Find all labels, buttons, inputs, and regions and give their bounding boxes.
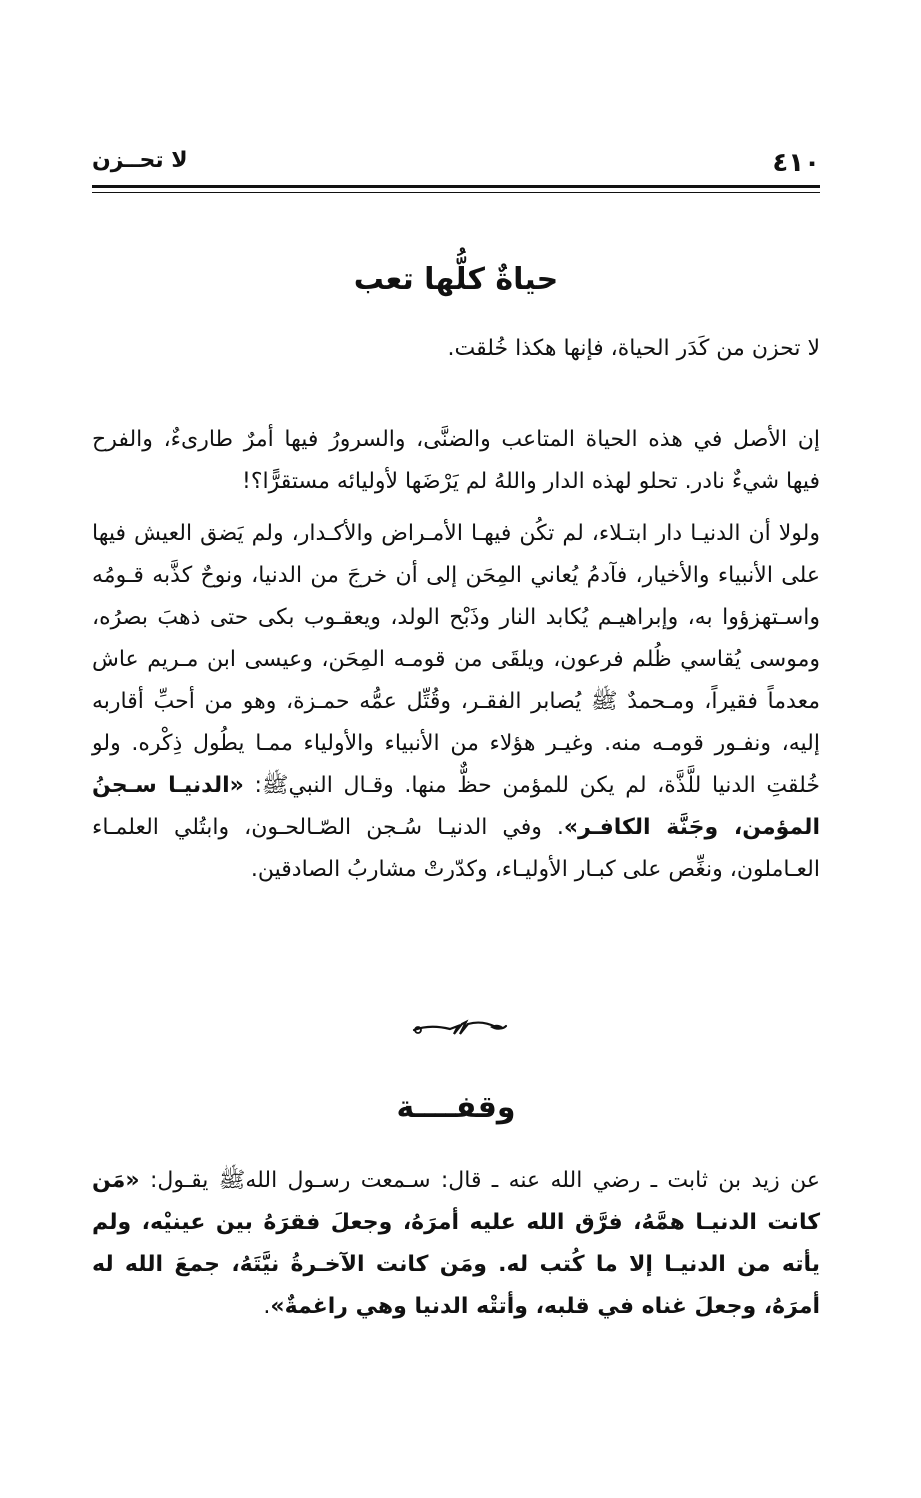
paragraph-3-end: . وفي الدنيـا سُـجن الصّـالحـون، وابتُلي العلمـاء العـاملون، ونغِّص على كبـار الأوليـاء، وكدّرتْ مشاربُ الصادقين.: [92, 815, 820, 882]
paragraph-3-text: ولولا أن الدنيـا دار ابتـلاء، لم تكُن فيهـا الأمـراض والأكـدار، ولم يَضق العيش فيها على الأنبياء والأخيار، فآدمُ يُعاني المِحَن إلى أن خرجَ من الدنيا، ونوحٌ كذَّبه قـومُه واسـتهزؤوا به، وإبراهيـم يُكابد النار وذَبْح الولد، ويعقـوب بكى حتى ذهبَ بصرُه، وموسى يُقاسي ظُلم فرعون، ويلقَى من قومـه المِحَن، وعيسى ابن مـريم عاش معدماً فقيراً، ومـحمدٌ ﷺ يُصابر الفقـر، وقُتِّل عمُّه حمـزة، وهو من أحبِّ أقاربه إليه، ونفـور قومـه منه. وغيـر هؤلاء من الأنبياء والأولياء ممـا يطُول ذِكْره. ولو خُلقتِ الدنيا للَّذَّة، لم يكن للمؤمن حظٌّ منها. وقـال النبيﷺ:: [92, 521, 820, 798]
section-title-2: وقفــــة: [396, 1090, 516, 1125]
paragraph-4-end: .: [263, 1294, 271, 1319]
page-header: [92, 148, 820, 180]
header-rule-thin: [92, 192, 820, 193]
section-title: حياةٌ كلُّها تعب: [353, 262, 559, 297]
header-rule-thick: [92, 185, 820, 188]
paragraph-3: [92, 513, 820, 891]
hadith-quote-2: «مَن كانت الدنيـا همَّهُ، فرَّق الله عليه أمرَهُ، وجعلَ فقرَهُ بين عينيْه، ولم يأته من الدنيـا إلا ما كُتب له. ومَن كانت الآخـرةُ نيَّتَهُ، جمعَ الله له أمرَهُ، وجعلَ غناه في قلبه، وأتتْه الدنيا وهي راغمةٌ»: [92, 1168, 820, 1319]
paragraph-1: لا تحزن من كَدَر الحياة، فإنها هكذا خُلقت.: [447, 336, 820, 361]
paragraph-4: [92, 1160, 820, 1328]
book-title: لا تحــزن: [92, 148, 188, 173]
page-number: ٤١٠: [772, 148, 820, 178]
paragraph-2: إن الأصل في هذه الحياة المتاعب والضنَّى، والسرورُ فيها أمرٌ طارىءٌ، والفرح فيها شيءٌ نادر. تحلو لهذه الدار واللهُ لم يَرْضَها لأوليائه مستقرًّا؟!: [92, 427, 820, 494]
ornament-divider-icon: [410, 1014, 510, 1042]
paragraph-4-intro: عن زيد بن ثابت ـ رضي الله عنه ـ قال: سـمعت رسـول اللهﷺ يقـول:: [139, 1168, 820, 1193]
hadith-quote: «الدنيـا سـجنُ المؤمن، وجَنَّة الكافـر»: [92, 773, 820, 840]
